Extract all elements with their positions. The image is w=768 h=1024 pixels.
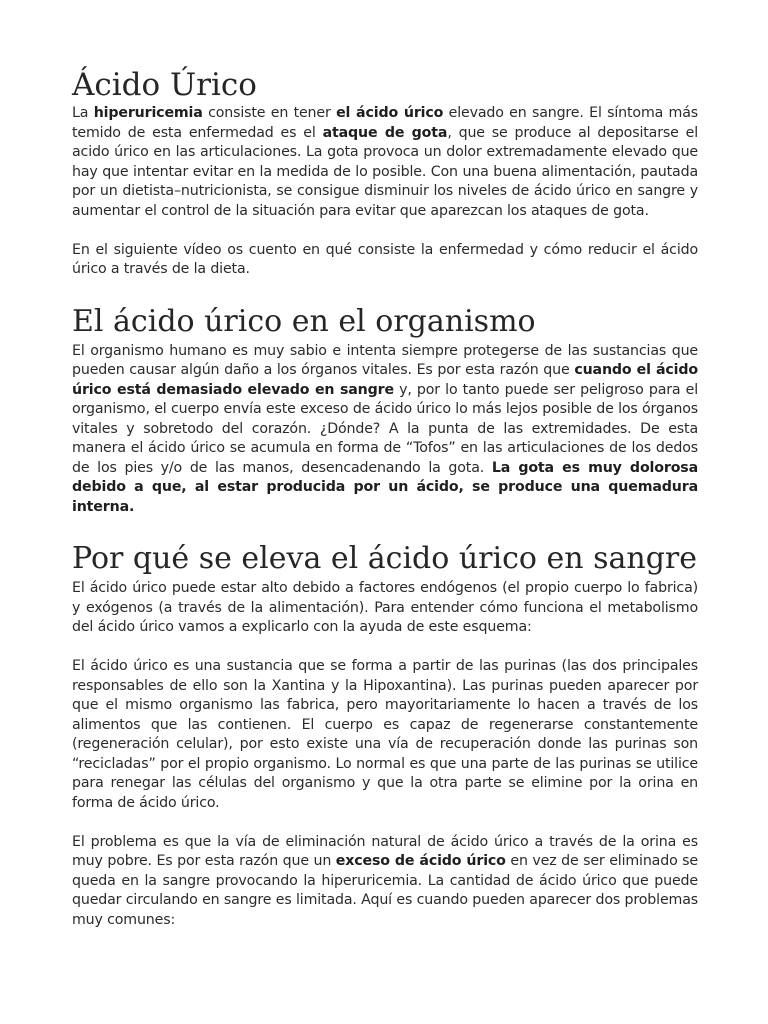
paragraph-spacer — [72, 221, 698, 241]
section-spacer — [72, 517, 698, 539]
document-page — [72, 66, 698, 930]
text-run: El organismo humano es muy sabio e intenta siempre protegerse de las sustancias que pueden causar algún daño a los órganos vitales. Es por esta razón que — [72, 342, 698, 378]
text-run: El ácido úrico es una sustancia que se forma a partir de las purinas (las dos principales responsables de ello son la Xantina y la Hipoxantina). Las purinas pueden aparecer por que el mismo organismo las fabrica, pero mayoritariamente lo hacen a través de los alimentos que las contienen. El cuerpo es capaz de regenerarse constantemente (regeneración celular), por esto existe una vía de recuperación donde las purinas son “recicladas” por el propio organismo. Lo normal es que una parte de las purinas se utilice para renegar las células del organismo y que la otra parte se elimine por la orina en forma de ácido úrico. — [72, 658, 698, 811]
section-spacer — [72, 280, 698, 302]
bold-text-run: ataque de gota — [322, 124, 448, 141]
text-run: consiste en tener — [202, 105, 337, 121]
text-run: La — [72, 105, 94, 121]
text-run: elevado en sangre. El síntoma más temido de esta enfermedad es el — [72, 105, 698, 141]
text-run: en vez de ser eliminado se queda en la sangre provocando la hiperuricemia. La cantidad de ácido úrico que puede quedar circulando en sangre es limitada. Aquí es cuando pueden aparecer dos problemas muy comunes: — [72, 853, 699, 928]
heading-acido-urico-organismo: El ácido úrico en el organismo — [72, 303, 536, 339]
paragraph-organismo — [72, 342, 698, 518]
bold-text-run: La gota es muy dolorosa debido a que, al estar producida por un ácido, se produce una quemadura interna. — [72, 459, 699, 515]
paragraph-video-intro — [72, 241, 698, 280]
bold-text-run: el ácido úrico — [336, 105, 444, 121]
paragraph-hiperuricemia — [72, 104, 698, 221]
bold-text-run: exceso de ácido úrico — [335, 853, 506, 869]
paragraph-factores — [72, 579, 698, 638]
heading-acido-urico: Ácido Úrico — [72, 67, 257, 103]
bold-text-run: hiperuricemia — [93, 105, 203, 121]
text-run: , que se produce al depositarse el acido úrico en las articulaciones. La gota provoca un dolor extremadamente elevado que hay que intentar evitar en la medida de lo posible. Con una buena alimentación, pautada por un dietista–nutricionista, se consigue disminuir los niveles de ácido úrico en sangre y aumentar el control de la situación para evitar que aparezcan los ataques de gota. — [72, 124, 698, 219]
paragraph-purinas — [72, 657, 698, 813]
text-run: En el siguiente vídeo os cuento en qué consiste la enfermedad y cómo reducir el ácido úrico a través de la dieta. — [72, 241, 698, 277]
text-run: El problema es que la vía de eliminación natural de ácido úrico a través de la orina es muy pobre. Es por esta razón que un — [72, 833, 698, 869]
text-run: y, por lo tanto puede ser peligroso para el organismo, el cuerpo envía este exceso de ácido úrico lo más lejos posible de los órganos vitales y sobretodo del corazón. ¿Dónde? A la punta de las extremidades. De esta manera el ácido úrico se acumula en forma de “Tofos” en las articulaciones de los dedos de los pies y/o de las manos, desencadenando la gota. — [72, 381, 699, 476]
bold-text-run: cuando el ácido úrico está demasiado elevado en sangre — [72, 362, 699, 398]
heading-por-que-se-eleva: Por qué se eleva el ácido úrico en sangre — [72, 541, 698, 576]
paragraph-problema-eliminacion — [72, 833, 698, 931]
paragraph-spacer — [72, 813, 698, 833]
text-run: El ácido úrico puede estar alto debido a factores endógenos (el propio cuerpo lo fabrica) y exógenos (a través de la alimentación). Para entender cómo funciona el metabolismo del ácido úrico vamos a explicarlo con la ayuda de este esquema: — [72, 580, 698, 635]
paragraph-spacer — [72, 638, 698, 658]
